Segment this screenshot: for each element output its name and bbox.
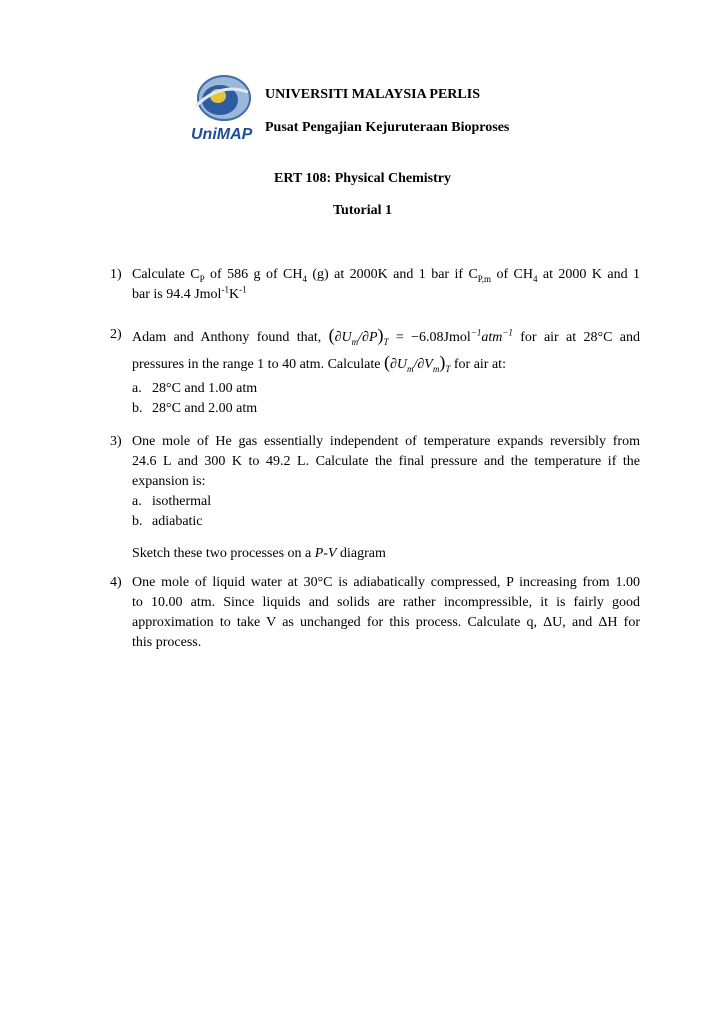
question-number: 3) xyxy=(110,434,122,449)
question-4 xyxy=(110,573,640,653)
question-1 xyxy=(110,265,640,305)
question-text-line: to 10.00 atm. Since liquids and solids are rather incompressible, it is fairly good xyxy=(132,595,640,610)
sketch-instruction: Sketch these two processes on a P-V diagram xyxy=(132,546,386,561)
question-text-line: Adam and Anthony found that, $(\partial U_m/\partial P)_T$ = −6.08Jmol$^{-1}$atm$^{-1}$ for air at 28°C and xyxy=(132,325,641,347)
sub-item: b. adiabatic xyxy=(132,514,203,529)
question-text-line: pressures in the range 1 to 40 atm. Calculate $(\partial U_m/\partial V_m)_T$ for air at: xyxy=(132,352,506,374)
sub-item: a. isothermal xyxy=(132,494,212,509)
question-number: 2) xyxy=(110,327,122,342)
logo-wordmark: UniMAP xyxy=(191,126,253,143)
school-name: Pusat Pengajian Kejuruteraan Bioproses xyxy=(265,120,510,135)
question-text-line: bar is 94.4 $Jmol^{-1}K^{-1}$ xyxy=(132,284,247,302)
question-text-line: expansion is: xyxy=(132,474,206,489)
sub-item: a. 28°C and 1.00 atm xyxy=(132,381,258,396)
course-title: ERT 108: Physical Chemistry xyxy=(274,171,451,186)
partial-derivative-equation: $(\partial U_m/\partial V_m)_T$ xyxy=(383,352,451,374)
university-name: UNIVERSITI MALAYSIA PERLIS xyxy=(265,87,480,102)
partial-derivative-equation: $(\partial U_m/\partial P)_T$ = −6.08Jmol$^{-1}$atm$^{-1}$ xyxy=(328,325,513,347)
question-text-line: One mole of He gas essentially independent of temperature expands reversibly from xyxy=(132,434,640,449)
question-text-line: this process. xyxy=(132,635,202,650)
question-number: 1) xyxy=(110,267,122,282)
question-text-line: approximation to take V as unchanged for this process. Calculate q, ΔU, and ΔH for xyxy=(132,615,640,630)
university-logo xyxy=(190,72,254,144)
question-3 xyxy=(110,432,640,564)
sub-item: b. 28°C and 2.00 atm xyxy=(132,401,258,416)
question-text-line: Calculate $C_P$ of 586 g of $CH_4$ (g) at 2000K and 1 bar if $C_{P,m}$ of $CH_4$ at 2000 K and 1 xyxy=(132,267,640,284)
question-number: 4) xyxy=(110,575,122,590)
question-text-line: One mole of liquid water at 30°C is adiabatically compressed, P increasing from 1.00 xyxy=(132,575,640,590)
tutorial-title: Tutorial 1 xyxy=(333,203,392,218)
question-text-line: 24.6 L and 300 K to 49.2 L. Calculate the final pressure and the temperature if the xyxy=(132,454,640,469)
question-2 xyxy=(110,323,640,419)
